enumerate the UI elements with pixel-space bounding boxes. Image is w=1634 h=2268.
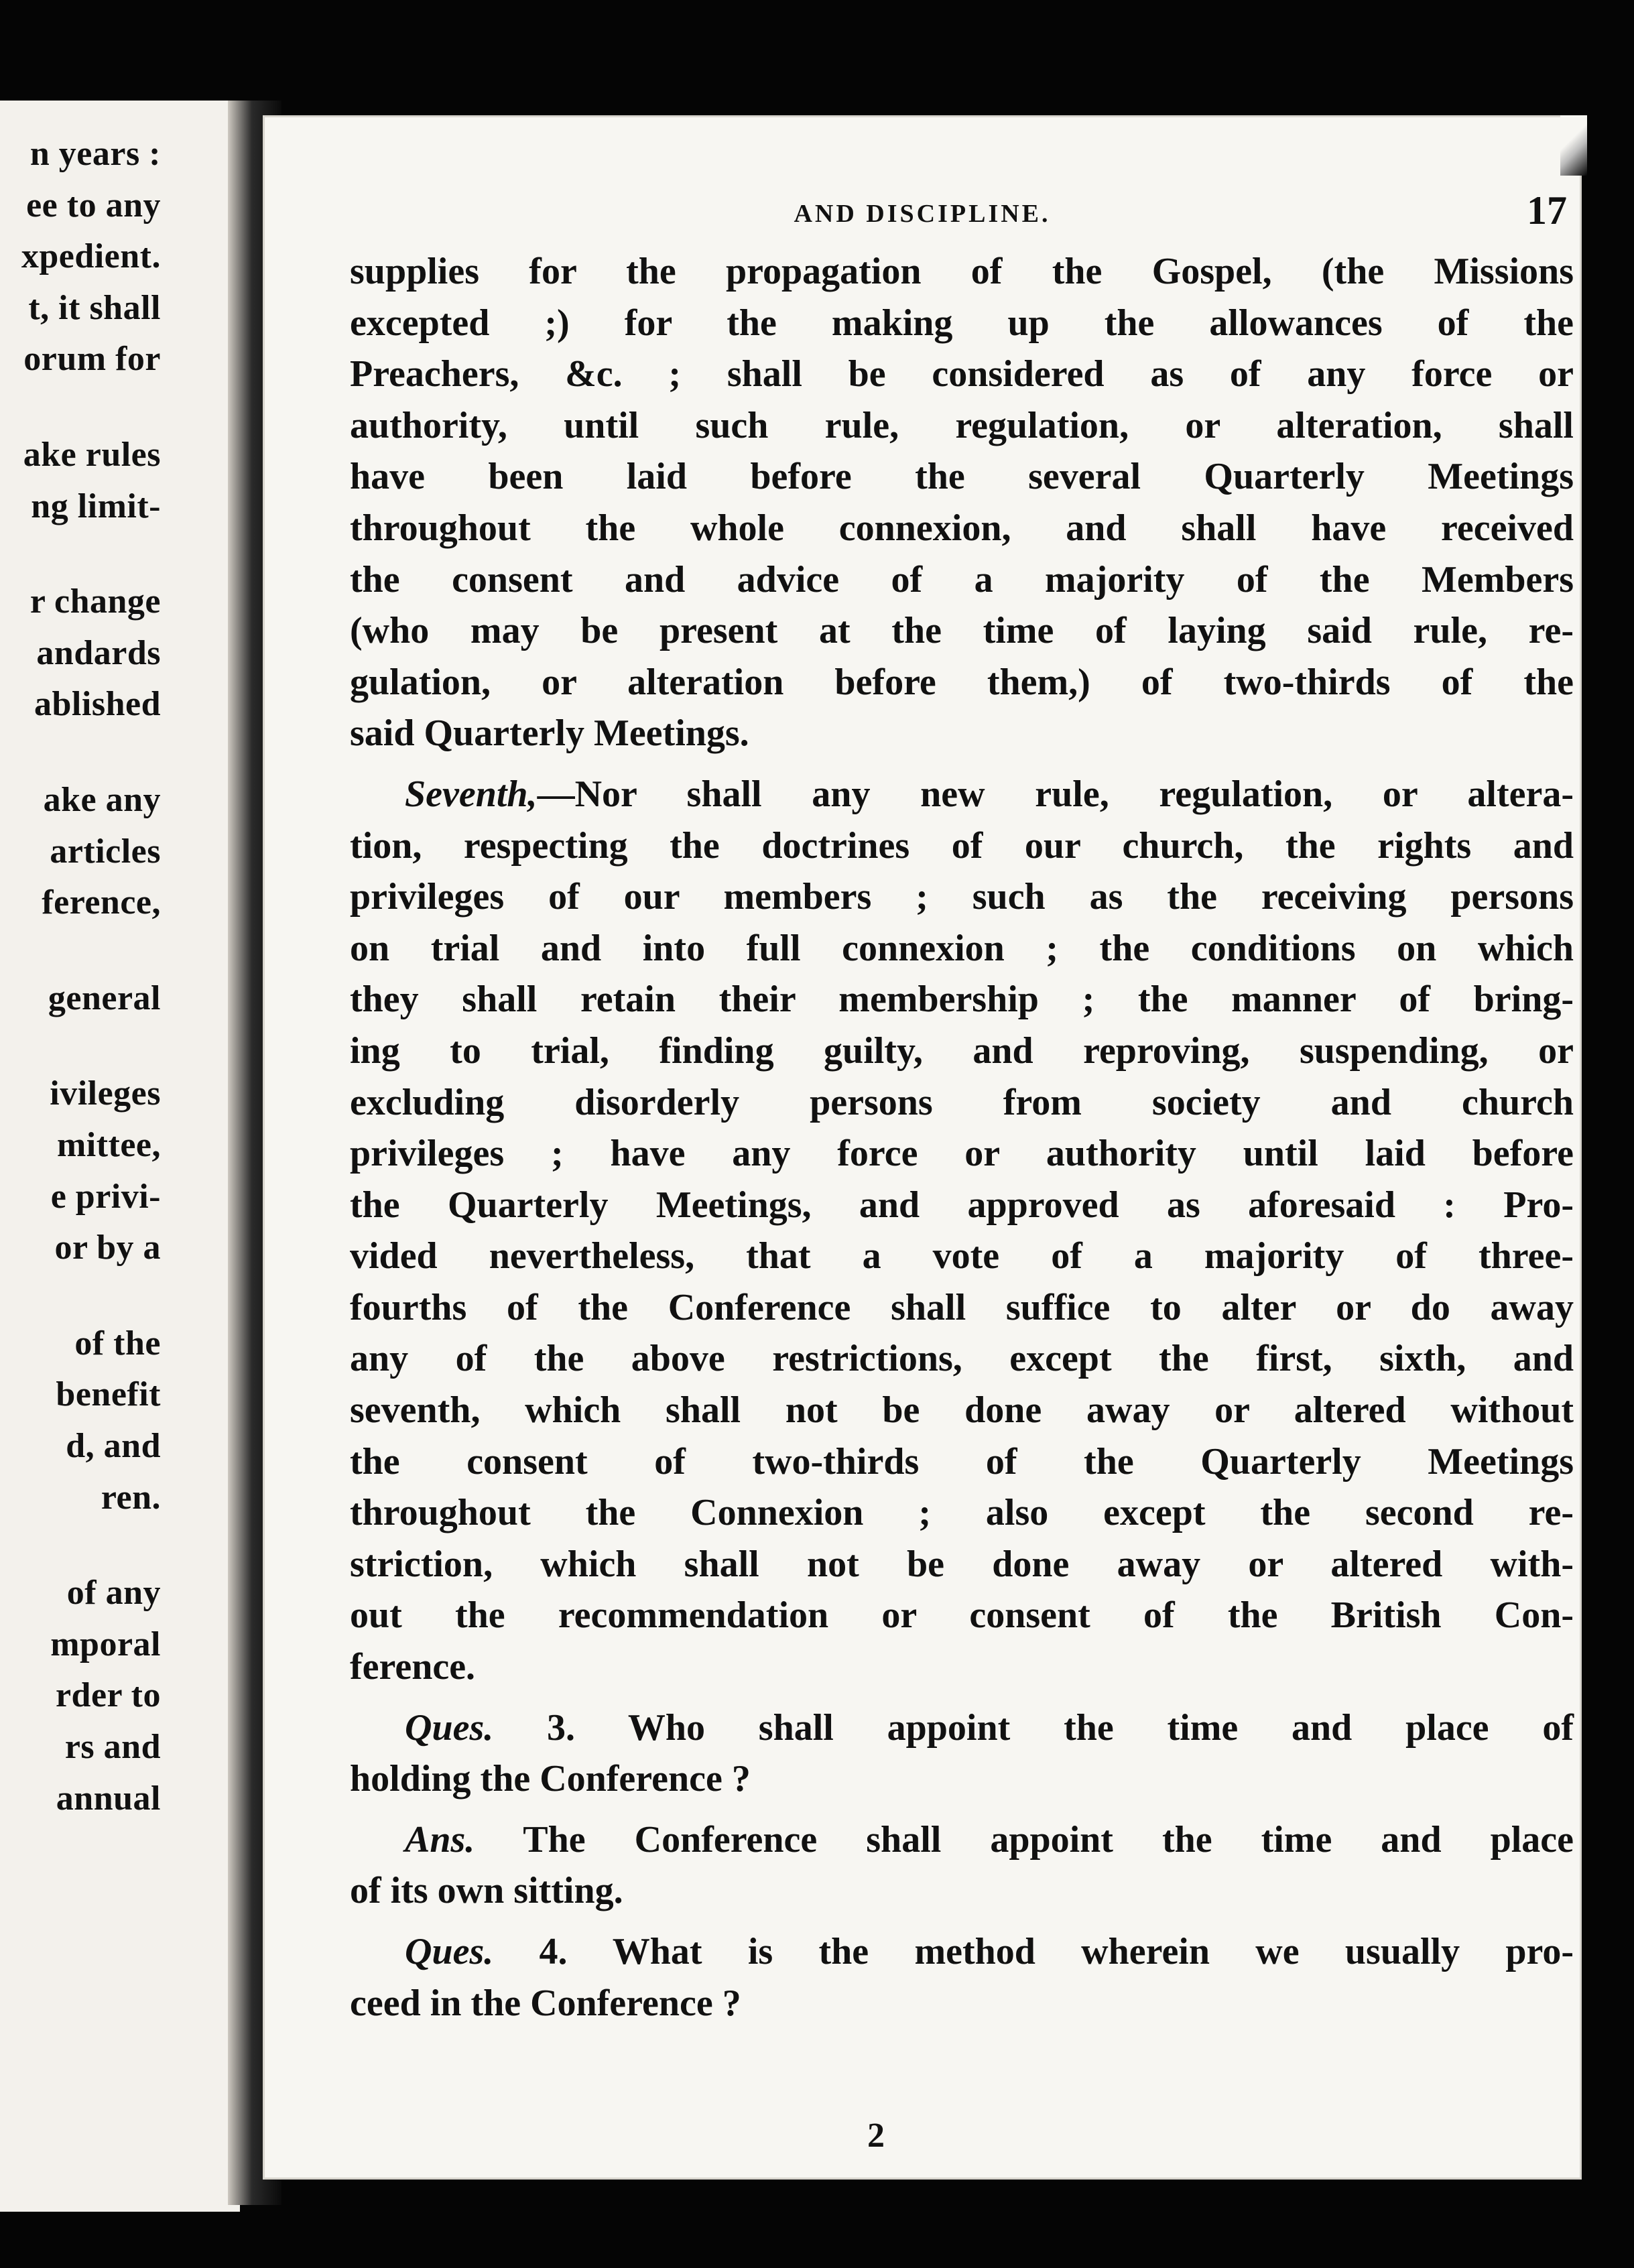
facing-page-line: ake rules <box>23 436 161 474</box>
text-line: said Quarterly Meetings. <box>350 712 749 755</box>
text-line <box>350 1926 1574 1978</box>
facing-page-line: r change <box>29 582 161 621</box>
facing-page-line: of the <box>74 1324 161 1363</box>
facing-page-line: n years : <box>29 135 161 173</box>
facing-page-line: ake any <box>43 781 161 819</box>
text-line: authority, until such rule, regulation, or alteration, shall <box>350 404 1574 446</box>
facing-page-line: ablished <box>34 685 161 724</box>
page-number: 17 <box>1527 188 1567 233</box>
facing-page-fragment <box>0 101 240 2212</box>
text-line: throughout the Connexion ; also except the second re- <box>350 1492 1574 1534</box>
facing-page-line: t, it shall <box>28 288 161 327</box>
paragraph-lead: Seventh, <box>405 773 538 815</box>
facing-page-line: ren. <box>101 1478 161 1517</box>
facing-page-line: ference, <box>42 883 161 922</box>
text-line: excepted ;) for the making up the allowances of the <box>350 302 1574 344</box>
facing-page-line: andards <box>36 633 161 672</box>
text-line: (who may be present at the time of laying said rule, re- <box>350 610 1574 652</box>
text-line: throughout the whole connexion, and shall have received <box>350 507 1574 549</box>
text-line: privileges ; have any force or authority until laid before <box>350 1133 1574 1175</box>
book-page <box>263 115 1582 2180</box>
text-line: fourths of the Conference shall suffice to alter or do away <box>350 1286 1574 1328</box>
facing-page-line: ng limit- <box>31 487 161 525</box>
text-line: of its own sitting. <box>350 1870 623 1912</box>
question-3 <box>350 1702 1574 1805</box>
question-label: Ques. <box>405 1706 494 1749</box>
facing-page-line: ee to any <box>26 186 161 225</box>
text-line: the consent of two-thirds of the Quarterly Meetings <box>350 1440 1574 1483</box>
text-line: privileges of our members ; such as the receiving persons <box>350 876 1574 918</box>
text-line: excluding disorderly persons from society and church <box>350 1081 1574 1123</box>
facing-page-line: mporal <box>50 1625 161 1663</box>
text-line: supplies for the propagation of the Gospel, (the Missions <box>350 251 1574 292</box>
facing-page-line: annual <box>56 1779 161 1818</box>
paragraph-continuation <box>350 246 1574 759</box>
facing-page-line: rs and <box>64 1728 161 1766</box>
page-body <box>350 246 1574 2029</box>
text-line: the Quarterly Meetings, and approved as aforesaid : Pro- <box>350 1184 1574 1226</box>
line-rest: 3. Who shall appoint the time and place of <box>493 1706 1574 1749</box>
text-line <box>350 769 1574 820</box>
text-line: have been laid before the several Quarterly Meetings <box>350 456 1574 498</box>
line-rest: The Conference shall appoint the time and place <box>475 1818 1574 1861</box>
text-line: vided nevertheless, that a vote of a majority of three- <box>350 1235 1574 1277</box>
text-line: ceed in the Conference ? <box>350 1982 741 2024</box>
question-label: Ques. <box>405 1931 494 1972</box>
text-line: Preachers, &c. ; shall be considered as of any force or <box>350 353 1574 395</box>
question-4 <box>350 1926 1574 2029</box>
text-line: out the recommendation or consent of the British Con- <box>350 1594 1574 1637</box>
page-corner-curl <box>1560 115 1587 176</box>
text-line: holding the Conference ? <box>350 1758 751 1800</box>
text-line: on trial and into full connexion ; the conditions on which <box>350 927 1574 969</box>
facing-page-line: ivileges <box>50 1074 161 1113</box>
facing-page-line: d, and <box>66 1427 161 1465</box>
facing-page-line: benefit <box>56 1375 161 1414</box>
signature-mark: 2 <box>867 2117 885 2155</box>
facing-page-line: mittee, <box>56 1126 161 1164</box>
text-line: the consent and advice of a majority of the Members <box>350 558 1574 601</box>
facing-page-line: or by a <box>54 1228 161 1267</box>
text-line: ing to trial, finding guilty, and reproving, suspending, or <box>350 1029 1574 1072</box>
text-line: they shall retain their membership ; the manner of bring- <box>350 979 1574 1021</box>
text-line: ference. <box>350 1646 476 1688</box>
line-rest: —Nor shall any new rule, regulation, or altera- <box>537 773 1574 815</box>
text-line: gulation, or alteration before them,) of two-thirds of the <box>350 661 1574 703</box>
line-rest: 4. What is the method wherein we usually pro- <box>493 1931 1574 1972</box>
text-line: any of the above restrictions, except the first, sixth, and <box>350 1338 1574 1380</box>
text-line: tion, respecting the doctrines of our church, the rights and <box>350 824 1574 867</box>
text-line <box>350 1702 1574 1754</box>
facing-page-line: articles <box>50 832 161 871</box>
text-line: seventh, which shall not be done away or altered without <box>350 1389 1574 1432</box>
text-line <box>350 1814 1574 1866</box>
answer-3 <box>350 1814 1574 1917</box>
facing-page-line: e privi- <box>50 1177 161 1216</box>
answer-label: Ans. <box>405 1818 475 1861</box>
facing-page-line: xpedient. <box>21 237 161 276</box>
facing-page-line: of any <box>66 1574 161 1613</box>
facing-page-line: general <box>48 979 161 1017</box>
facing-page-line: orum for <box>23 340 161 379</box>
paragraph-seventh <box>350 769 1574 1693</box>
text-line: striction, which shall not be done away or altered with- <box>350 1543 1574 1585</box>
running-head: AND DISCIPLINE. <box>794 200 1051 228</box>
facing-page-line: rder to <box>55 1676 161 1715</box>
